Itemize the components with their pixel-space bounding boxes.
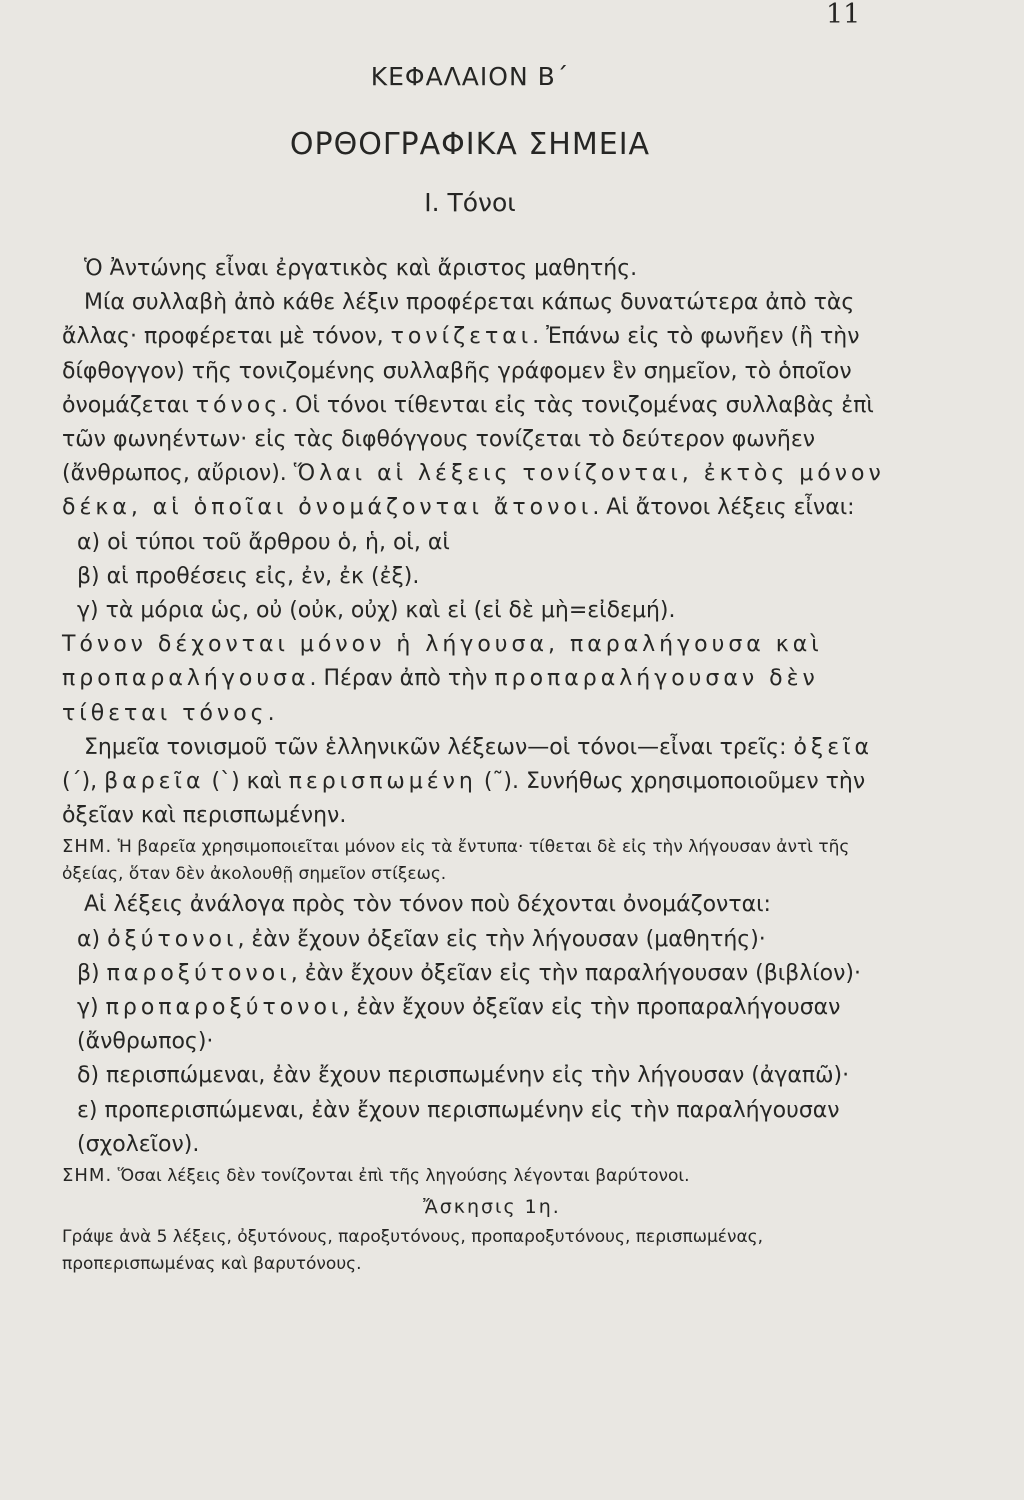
- list-item: β) παροξύτονοι, ἐὰν ἔχουν ὀξεῖαν εἰς τὴν παραλήγουσαν (βιβλίον)·: [77, 960, 862, 986]
- list-item: α) οἱ τύποι τοῦ ἄρθρου ὁ, ἡ, οἱ, αἱ: [77, 529, 450, 555]
- list-item: α) ὀξύτονοι, ἐὰν ἔχουν ὀξεῖαν εἰς τὴν λήγουσαν (μαθητής)·: [77, 926, 766, 952]
- chapter-heading: ΚΕΦΑΛΑΙΟΝ Β΄: [370, 62, 570, 91]
- paragraph-accent-definition: Μία συλλαβὴ ἀπὸ κάθε λέξιν προφέρεται κάπως δυνατώτερα ἀπὸ τὰς ἄλλας· προφέρεται μὲ τόνον, τονίζεται. Ἐπάνω εἰς τὸ φωνῆεν (ἢ τὴν δίφθογγον) τῆς τονιζομένης συλλαβῆς γράφομεν ἓν σημεῖον, τὸ ὁποῖον ὀνομάζεται τόνος. Οἱ τόνοι τίθενται εἰς τὰς τονιζομένας συλλαβὰς ἐπὶ τῶν φωνηέντων· εἰς τὰς διφθόγγους τονίζεται τὸ δεύτερον φωνῆεν (ἄνθρωπος, αὔριον). Ὅλαι αἱ λέξεις τονίζονται, ἐκτὸς μόνον δέκα, αἱ ὁποῖαι ὀνομάζονται ἄτονοι. Αἱ ἄτονοι λέξεις εἶναι:: [62, 290, 885, 521]
- list-item: β) αἱ προθέσεις εἰς, ἐν, ἐκ (ἐξ).: [77, 563, 420, 589]
- list-item: δ) περισπώμεναι, ἐὰν ἔχουν περισπωμένην εἰς τὴν λήγουσαν (ἀγαπῶ)·: [77, 1063, 850, 1089]
- exercise-text: Γράψε ἀνὰ 5 λέξεις, ὀξυτόνους, παροξυτόνους, προπαροξυτόνους, περισπωμένας, προπερισπωμένας καὶ βαρυτόνους.: [62, 1227, 764, 1275]
- spaced-term: ὀξύτονοι: [107, 926, 238, 952]
- spaced-term: τονίζεται: [390, 324, 533, 350]
- paragraph-accent-marks: Σημεῖα τονισμοῦ τῶν ἑλληνικῶν λέξεων—οἱ τόνοι—εἶναι τρεῖς: ὀξεῖα (´), βαρεῖα (`) καὶ περισπωμένη (῀). Συνήθως χρησιμοποιοῦμεν τὴν ὀξεῖαν καὶ περισπωμένην.: [62, 734, 874, 829]
- spaced-term: βαρεῖα: [104, 769, 205, 795]
- exercise-title: Ἄσκησις 1η.: [423, 1196, 561, 1219]
- section-title: ΟΡΘΟΓΡΑΦΙΚΑ ΣΗΜΕΙΑ: [289, 127, 651, 162]
- spaced-term: ὀξεῖα: [793, 734, 874, 760]
- spaced-term: Ὅλαι αἱ λέξεις τονίζονται, ἐκτὸς μόνον δέκα, αἱ ὁποῖαι ὀνομάζονται ἄτονοι: [62, 461, 885, 521]
- body-text: [62, 252, 892, 1278]
- list-item: γ) τὰ μόρια ὡς, οὐ (οὐκ, οὐχ) καὶ εἰ (εἰ δὲ μὴ=εἰδεμή).: [77, 598, 676, 624]
- spaced-term: παροξύτονοι: [106, 960, 291, 986]
- spaced-term: προπαροξύτονοι: [105, 995, 343, 1021]
- note: ΣΗΜ. Ὅσαι λέξεις δὲν τονίζονται ἐπὶ τῆς ληγούσης λέγονται βαρύτονοι.: [62, 1165, 690, 1187]
- spaced-term: Τόνον δέχονται μόνον ἡ λήγουσα, παραλήγουσα καὶ προπαραλήγουσα: [62, 632, 823, 692]
- paragraph-word-types: Αἱ λέξεις ἀνάλογα πρὸς τὸν τόνον ποὺ δέχονται ὀνομάζονται:: [84, 892, 771, 918]
- paragraph-accent-positions: Τόνον δέχονται μόνον ἡ λήγουσα, παραλήγουσα καὶ προπαραλήγουσα. Πέραν ἀπὸ τὴν προπαραλήγουσαν δὲν τίθεται τόνος.: [62, 632, 823, 726]
- page-number: 11: [826, 0, 861, 30]
- spaced-term: προπαραλήγουσαν δὲν τίθεται τόνος: [62, 666, 819, 726]
- list-item: ε) προπερισπώμεναι, ἐὰν ἔχουν περισπωμένην εἰς τὴν παραλήγουσαν (σχολεῖον).: [77, 1097, 840, 1157]
- term: περισπώμεναι: [106, 1063, 259, 1089]
- note: ΣΗΜ. Ἡ βαρεῖα χρησιμοποιεῖται μόνον εἰς τὰ ἔντυπα· τίθεται δὲ εἰς τὴν λήγουσαν ἀντὶ τῆς ὀξείας, ὅταν δὲν ἀκολουθῇ σημεῖον στίξεως.: [62, 836, 850, 885]
- spaced-term: περισπωμένη: [288, 769, 477, 795]
- spaced-term: τόνος: [195, 392, 282, 418]
- term: προπερισπώμεναι: [104, 1097, 298, 1123]
- example-sentence: Ὁ Ἀντώνης εἶναι ἐργατικὸς καὶ ἄριστος μαθητής.: [84, 256, 638, 281]
- list-item: γ) προπαροξύτονοι, ἐὰν ἔχουν ὀξεῖαν εἰς τὴν προπαραλήγουσαν (ἄνθρωπος)·: [77, 995, 841, 1055]
- subsection-title: Ι. Τόνοι: [424, 188, 516, 217]
